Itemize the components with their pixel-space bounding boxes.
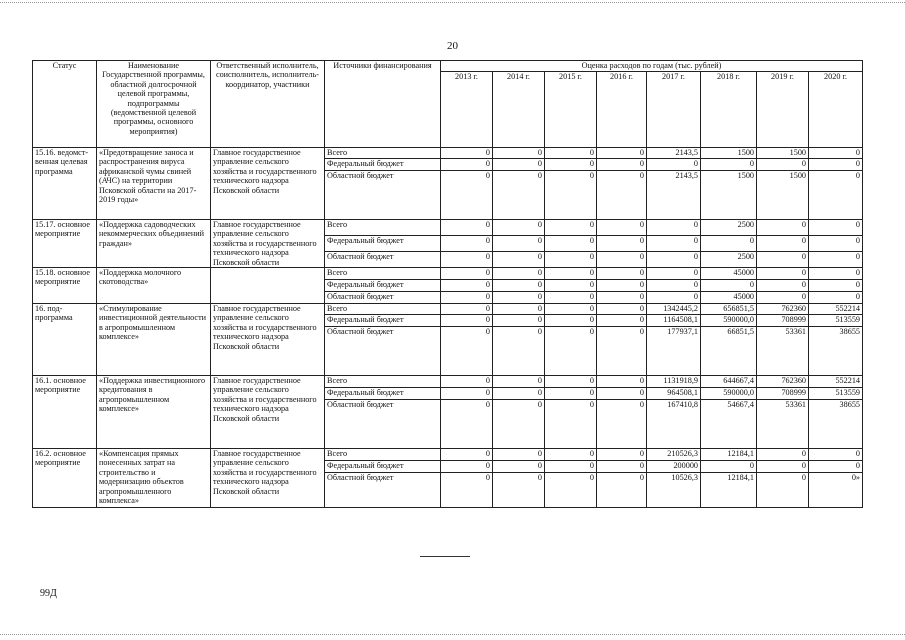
amount-cell: 0 (441, 461, 493, 473)
amount-cell: 0 (597, 376, 647, 388)
funding-source-cell: Всего (325, 220, 441, 236)
amount-cell: 656851,5 (701, 304, 757, 315)
amount-cell: 1164508,1 (647, 315, 701, 327)
amount-cell: 0 (545, 388, 597, 400)
amount-cell: 0 (597, 280, 647, 292)
amount-cell: 0 (545, 148, 597, 159)
funding-source-cell: Всего (325, 304, 441, 315)
amount-cell: 0 (493, 280, 545, 292)
amount-cell: 2143,5 (647, 171, 701, 220)
funding-source-cell: Всего (325, 148, 441, 159)
amount-cell: 0 (757, 292, 809, 304)
amount-cell: 0 (441, 376, 493, 388)
amount-cell: 0 (493, 268, 545, 280)
amount-cell: 210526,3 (647, 449, 701, 461)
funding-source-cell: Федеральный бюджет (325, 388, 441, 400)
amount-cell: 0 (597, 159, 647, 171)
amount-cell: 0 (545, 220, 597, 236)
amount-cell: 0 (493, 388, 545, 400)
amount-cell: 2500 (701, 220, 757, 236)
amount-cell: 0 (493, 449, 545, 461)
amount-cell: 0 (597, 148, 647, 159)
amount-cell: 0 (493, 315, 545, 327)
amount-cell: 0 (441, 400, 493, 449)
amount-cell: 0 (441, 268, 493, 280)
table-row (33, 376, 863, 388)
table-row (33, 449, 863, 461)
amount-cell: 0 (701, 280, 757, 292)
funding-source-cell: Федеральный бюджет (325, 236, 441, 252)
amount-cell: 45000 (701, 268, 757, 280)
amount-cell: 0 (647, 280, 701, 292)
table-header (33, 61, 863, 148)
status-cell: 16.2. основное мероприятие (33, 449, 97, 508)
amount-cell: 0 (493, 292, 545, 304)
program-name-cell: «Поддержка молочного скотоводства» (97, 268, 211, 304)
amount-cell: 0 (493, 376, 545, 388)
amount-cell: 0 (441, 236, 493, 252)
funding-source-cell: Всего (325, 376, 441, 388)
amount-cell: 0 (441, 473, 493, 508)
funding-source-cell: Областной бюджет (325, 252, 441, 268)
budget-table (32, 60, 863, 508)
header-sources: Источники финансирования (325, 61, 441, 148)
amount-cell: 0 (441, 304, 493, 315)
amount-cell: 1500 (757, 148, 809, 159)
amount-cell: 0 (809, 292, 863, 304)
header-year: 2017 г. (647, 72, 701, 148)
amount-cell: 708999 (757, 388, 809, 400)
amount-cell: 12184,1 (701, 473, 757, 508)
table-body (33, 148, 863, 508)
amount-cell: 0 (441, 327, 493, 376)
amount-cell: 0 (441, 220, 493, 236)
amount-cell: 762360 (757, 304, 809, 315)
responsible-cell: Главное государственное управление сельского хозяйства и государственного технического надзора Псковской области (211, 376, 325, 449)
amount-cell: 0 (441, 292, 493, 304)
amount-cell: 0 (545, 400, 597, 449)
amount-cell: 0 (757, 461, 809, 473)
amount-cell: 10526,3 (647, 473, 701, 508)
table-row (33, 148, 863, 159)
amount-cell: 0 (545, 159, 597, 171)
amount-cell: 2143,5 (647, 148, 701, 159)
amount-cell: 0 (493, 327, 545, 376)
amount-cell: 1500 (701, 148, 757, 159)
amount-cell: 53361 (757, 327, 809, 376)
amount-cell: 0 (597, 473, 647, 508)
amount-cell: 66851,5 (701, 327, 757, 376)
status-cell: 16.1. основное мероприятие (33, 376, 97, 449)
amount-cell: 0 (757, 268, 809, 280)
header-year: 2020 г. (809, 72, 863, 148)
scan-edge-top (0, 2, 905, 3)
amount-cell: 0 (441, 388, 493, 400)
amount-cell: 45000 (701, 292, 757, 304)
amount-cell: 0 (545, 236, 597, 252)
funding-source-cell: Областной бюджет (325, 171, 441, 220)
amount-cell: 0 (441, 159, 493, 171)
amount-cell: 644667,4 (701, 376, 757, 388)
amount-cell: 0 (757, 280, 809, 292)
amount-cell: 0 (647, 220, 701, 236)
amount-cell: 177937,1 (647, 327, 701, 376)
amount-cell: 0 (441, 252, 493, 268)
amount-cell: 200000 (647, 461, 701, 473)
funding-source-cell: Областной бюджет (325, 473, 441, 508)
amount-cell: 0 (809, 449, 863, 461)
status-cell: 15.16. ведомст-венная целевая программа (33, 148, 97, 220)
amount-cell: 0» (809, 473, 863, 508)
program-name-cell: «Поддержка садоводческих некоммерческих объединений граждан» (97, 220, 211, 268)
amount-cell: 590000,0 (701, 388, 757, 400)
amount-cell: 0 (441, 449, 493, 461)
amount-cell: 0 (493, 473, 545, 508)
amount-cell: 53361 (757, 400, 809, 449)
amount-cell: 0 (757, 220, 809, 236)
funding-source-cell: Федеральный бюджет (325, 315, 441, 327)
amount-cell: 38655 (809, 400, 863, 449)
amount-cell: 0 (545, 292, 597, 304)
header-status: Статус (33, 61, 97, 148)
amount-cell: 0 (647, 236, 701, 252)
amount-cell: 762360 (757, 376, 809, 388)
amount-cell: 12184,1 (701, 449, 757, 461)
amount-cell: 0 (545, 449, 597, 461)
funding-source-cell: Федеральный бюджет (325, 461, 441, 473)
responsible-cell: Главное государственное управление сельского хозяйства и государственного технического надзора Псковской области (211, 449, 325, 508)
amount-cell: 0 (647, 292, 701, 304)
responsible-cell: Главное государственное управление сельского хозяйства и государственного технического надзора Псковской области (211, 220, 325, 268)
amount-cell: 0 (493, 159, 545, 171)
amount-cell: 0 (545, 376, 597, 388)
responsible-cell (211, 268, 325, 304)
amount-cell: 0 (757, 159, 809, 171)
amount-cell: 0 (545, 315, 597, 327)
funding-source-cell: Федеральный бюджет (325, 280, 441, 292)
header-year: 2018 г. (701, 72, 757, 148)
amount-cell: 0 (809, 268, 863, 280)
table-row (33, 220, 863, 236)
amount-cell: 0 (809, 461, 863, 473)
header-estimate: Оценка расходов по годам (тыс. рублей) (441, 61, 863, 72)
amount-cell: 0 (647, 268, 701, 280)
responsible-cell: Главное государственное управление сельского хозяйства и государственного технического надзора Псковской области (211, 148, 325, 220)
amount-cell: 0 (493, 461, 545, 473)
amount-cell: 0 (597, 315, 647, 327)
amount-cell: 38655 (809, 327, 863, 376)
funding-source-cell: Всего (325, 449, 441, 461)
amount-cell: 0 (701, 236, 757, 252)
funding-source-cell: Областной бюджет (325, 400, 441, 449)
table-row (33, 268, 863, 280)
amount-cell: 0 (545, 304, 597, 315)
responsible-cell: Главное государственное управление сельского хозяйства и государственного технического надзора Псковской области (211, 304, 325, 376)
amount-cell: 0 (809, 280, 863, 292)
amount-cell: 0 (597, 292, 647, 304)
amount-cell: 964508,1 (647, 388, 701, 400)
amount-cell: 0 (597, 252, 647, 268)
page-number: 20 (447, 40, 458, 52)
amount-cell: 0 (545, 252, 597, 268)
header-year: 2016 г. (597, 72, 647, 148)
amount-cell: 0 (647, 159, 701, 171)
amount-cell: 0 (493, 252, 545, 268)
status-cell: 16. под-программа (33, 304, 97, 376)
program-name-cell: «Предотвращение заноса и распространения вируса африканской чумы свиней (АЧС) на территории Псковской области на 2017-2019 годы» (97, 148, 211, 220)
amount-cell: 0 (493, 236, 545, 252)
amount-cell: 0 (809, 159, 863, 171)
amount-cell: 0 (757, 449, 809, 461)
amount-cell: 0 (441, 280, 493, 292)
amount-cell: 0 (493, 171, 545, 220)
table-row (33, 304, 863, 315)
program-name-cell: «Компенсация прямых понесенных затрат на строительство и модернизацию объектов агропромышленного комплекса» (97, 449, 211, 508)
header-year: 2015 г. (545, 72, 597, 148)
status-cell: 15.18. основное мероприятие (33, 268, 97, 304)
amount-cell: 0 (545, 280, 597, 292)
funding-source-cell: Всего (325, 268, 441, 280)
amount-cell: 0 (809, 220, 863, 236)
amount-cell: 0 (647, 252, 701, 268)
amount-cell: 0 (809, 236, 863, 252)
amount-cell: 0 (701, 461, 757, 473)
amount-cell: 0 (493, 304, 545, 315)
amount-cell: 0 (597, 236, 647, 252)
amount-cell: 0 (757, 252, 809, 268)
amount-cell: 552214 (809, 304, 863, 315)
program-name-cell: «Стимулирование инвестиционной деятельности в агропромышленном комплексе» (97, 304, 211, 376)
amount-cell: 1500 (701, 171, 757, 220)
amount-cell: 0 (545, 461, 597, 473)
status-cell: 15.17. основное мероприятие (33, 220, 97, 268)
amount-cell: 552214 (809, 376, 863, 388)
funding-source-cell: Федеральный бюджет (325, 159, 441, 171)
amount-cell: 167410,8 (647, 400, 701, 449)
amount-cell: 0 (809, 171, 863, 220)
amount-cell: 0 (597, 268, 647, 280)
amount-cell: 513559 (809, 388, 863, 400)
separator-line (420, 556, 470, 557)
header-year: 2019 г. (757, 72, 809, 148)
amount-cell: 0 (597, 304, 647, 315)
amount-cell: 1342445,2 (647, 304, 701, 315)
amount-cell: 0 (441, 148, 493, 159)
amount-cell: 2500 (701, 252, 757, 268)
amount-cell: 0 (597, 400, 647, 449)
funding-source-cell: Областной бюджет (325, 327, 441, 376)
amount-cell: 0 (597, 388, 647, 400)
program-name-cell: «Поддержка инвестиционного кредитования в агропромышленном комплексе» (97, 376, 211, 449)
scan-edge-bottom (0, 634, 905, 635)
amount-cell: 708999 (757, 315, 809, 327)
amount-cell: 0 (809, 148, 863, 159)
amount-cell: 0 (441, 171, 493, 220)
amount-cell: 1500 (757, 171, 809, 220)
amount-cell: 0 (757, 236, 809, 252)
amount-cell: 0 (493, 220, 545, 236)
amount-cell: 54667,4 (701, 400, 757, 449)
amount-cell: 0 (597, 461, 647, 473)
amount-cell: 0 (493, 148, 545, 159)
amount-cell: 0 (545, 473, 597, 508)
header-name: Наименование Государственной программы, областной долгосрочной целевой программы, подпрограммы (ведомственной целевой программы, основного мероприятия) (97, 61, 211, 148)
funding-source-cell: Областной бюджет (325, 292, 441, 304)
amount-cell: 0 (441, 315, 493, 327)
amount-cell: 0 (545, 171, 597, 220)
amount-cell: 0 (597, 327, 647, 376)
header-year: 2014 г. (493, 72, 545, 148)
amount-cell: 0 (701, 159, 757, 171)
footer-code: 99Д (40, 588, 57, 599)
amount-cell: 0 (757, 473, 809, 508)
amount-cell: 0 (597, 171, 647, 220)
header-responsible: Ответственный исполнитель, соисполнитель, исполнитель-координатор, участники (211, 61, 325, 148)
amount-cell: 0 (545, 268, 597, 280)
amount-cell: 0 (545, 327, 597, 376)
header-year: 2013 г. (441, 72, 493, 148)
amount-cell: 513559 (809, 315, 863, 327)
amount-cell: 0 (597, 449, 647, 461)
amount-cell: 0 (493, 400, 545, 449)
amount-cell: 1131918,9 (647, 376, 701, 388)
amount-cell: 590000,0 (701, 315, 757, 327)
amount-cell: 0 (809, 252, 863, 268)
amount-cell: 0 (597, 220, 647, 236)
